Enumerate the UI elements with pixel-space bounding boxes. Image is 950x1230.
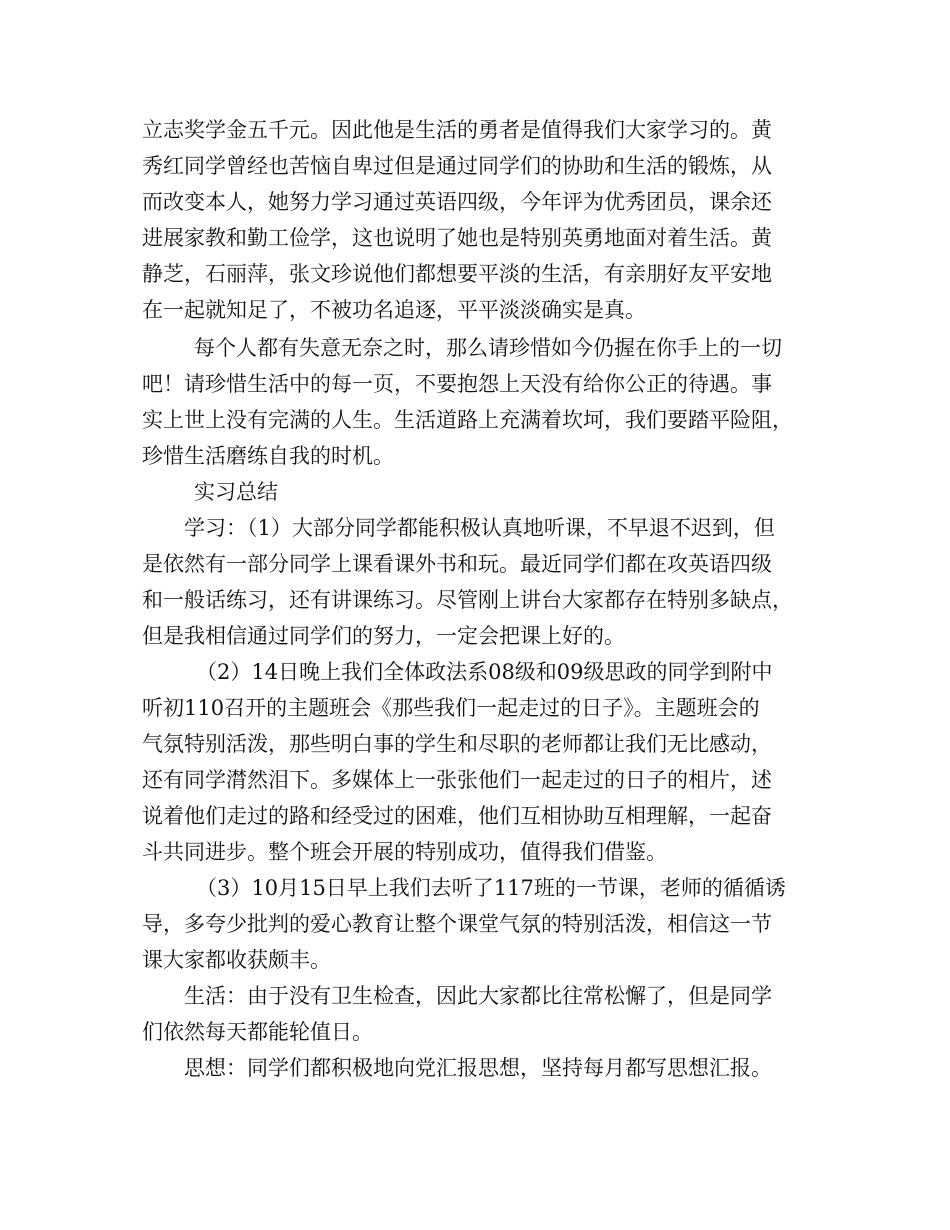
- text-line: 导，多夸少批判的爱心教育让整个课堂气氛的特别活泼，相信这一节: [142, 912, 772, 936]
- paragraph-first-line: （2）14日晚上我们全体政法系08级和09级思政的同学到附中: [196, 660, 773, 684]
- paragraph-first-line: 每个人都有失意无奈之时，那么请珍惜如今仍握在你手上的一切: [194, 336, 782, 360]
- text-line: 而改变本人，她努力学习通过英语四级，今年评为优秀团员，课余还: [142, 190, 772, 214]
- text-line: 立志奖学金五千元。因此他是生活的勇者是值得我们大家学习的。黄: [142, 118, 772, 142]
- text-line: 气氛特别活泼，那些明白事的学生和尽职的老师都让我们无比感动，: [142, 732, 772, 756]
- text-line: 还有同学潸然泪下。多媒体上一张张他们一起走过的日子的相片，述: [142, 768, 772, 792]
- paragraph-first-line: 学习：（1）大部分同学都能积极认真地听课，不早退不迟到，但: [184, 516, 775, 540]
- paragraph-first-line: （3）10月15日早上我们去听了117班的一节课，老师的循循诱: [196, 876, 786, 900]
- text-line: 静芝，石丽萍，张文珍说他们都想要平淡的生活，有亲朋好友平安地: [142, 262, 772, 286]
- text-line: 听初110召开的主题班会《那些我们一起走过的日子》。主题班会的: [142, 696, 760, 720]
- text-line: 但是我相信通过同学们的努力，一定会把课上好的。: [142, 624, 625, 648]
- text-line: 是依然有一部分同学上课看课外书和玩。最近同学们都在攻英语四级: [142, 552, 772, 576]
- text-line: 进展家教和勤工俭学，这也说明了她也是特别英勇地面对着生活。黄: [142, 226, 772, 250]
- text-line: 斗共同进步。整个班会开展的特别成功，值得我们借鉴。: [142, 840, 667, 864]
- text-line: 和一般话练习，还有讲课练习。尽管刚上讲台大家都存在特别多缺点，: [142, 588, 793, 612]
- section-heading: 实习总结: [194, 480, 278, 504]
- text-line: 吧！请珍惜生活中的每一页，不要抱怨上天没有给你公正的待遇。事: [142, 372, 772, 396]
- text-line: 珍惜生活磨练自我的时机。: [142, 444, 394, 468]
- paragraph-first-line: 生活：由于没有卫生检查，因此大家都比往常松懈了，但是同学: [184, 984, 772, 1008]
- text-line: 实上世上没有完满的人生。生活道路上充满着坎坷，我们要踏平险阻，: [142, 408, 793, 432]
- text-line: 说着他们走过的路和经受过的困难，他们互相协助互相理解，一起奋: [142, 804, 772, 828]
- text-line: 秀红同学曾经也苦恼自卑过但是通过同学们的协助和生活的锻炼，从: [142, 154, 772, 178]
- text-line: 课大家都收获颇丰。: [142, 948, 331, 972]
- text-line: 在一起就知足了，不被功名追逐，平平淡淡确实是真。: [142, 298, 646, 322]
- paragraph-first-line: 思想：同学们都积极地向党汇报思想，坚持每月都写思想汇报。: [184, 1056, 772, 1080]
- text-line: 们依然每天都能轮值日。: [142, 1020, 373, 1044]
